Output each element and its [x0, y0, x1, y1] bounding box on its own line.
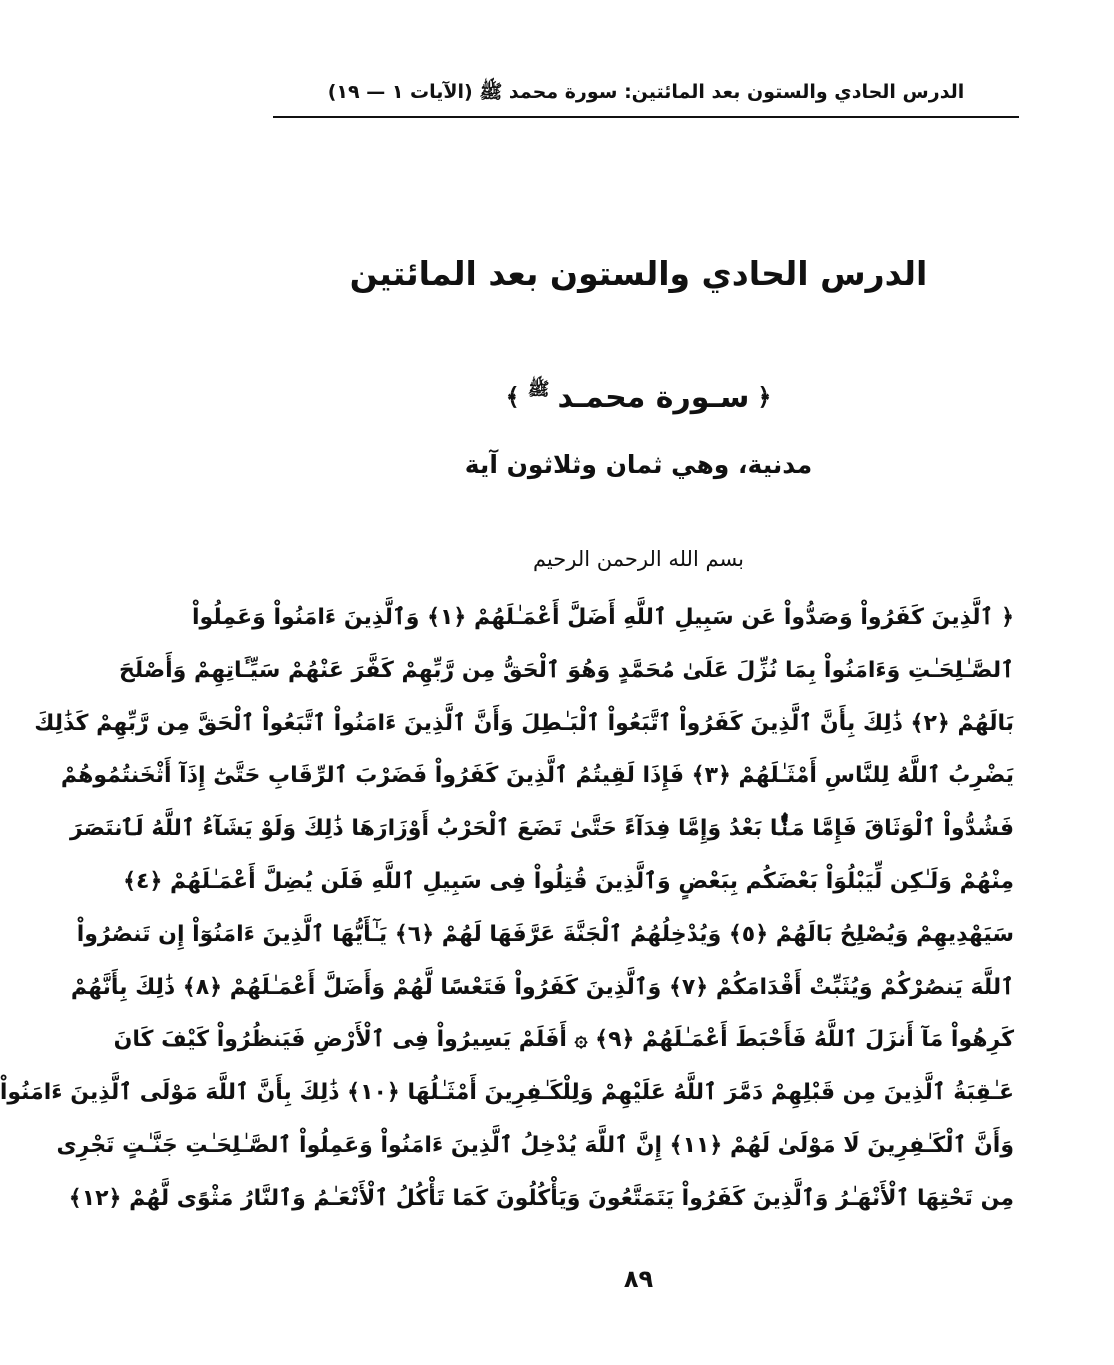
verse-line: عَـٰقِبَةُ ٱلَّذِينَ مِن قَبْلِهِمْ دَمَّرَ ٱللَّهُ عَلَيْهِمْ وَلِلْكَـٰفِرِينَ أَمْثَـٰلُهَا ﴿١٠﴾ ذَٰلِكَ بِأَنَّ ٱللَّهَ مَوْلَى ٱلَّذِينَ ءَامَنُواْ: [0, 1080, 1014, 1106]
verse-line: فَشُدُّواْ ٱلْوَثَاقَ فَإِمَّا مَنًّۢا بَعْدُ وَإِمَّا فِدَآءً حَتَّىٰ تَضَعَ ٱلْحَرْبُ أَوْزَارَهَا ذَٰلِكَ وَلَوْ يَشَآءُ ٱللَّهُ لَٱنتَصَرَ: [69, 816, 1014, 842]
surah-name: سـورة محمـد: [557, 379, 750, 415]
verse-line: كَرِهُواْ مَآ أَنزَلَ ٱللَّهُ فَأَحْبَطَ أَعْمَـٰلَهُمْ ﴿٩﴾ ۞ أَفَلَمْ يَسِيرُواْ فِى ٱلْأَرْضِ فَيَنظُرُواْ كَيْفَ كَانَ: [113, 1027, 1014, 1053]
surah-description: مدنية، وهي ثمان وثلاثون آية: [464, 450, 813, 479]
salawat-honorific: ﷺ: [527, 379, 550, 400]
page-number: ٨٩: [623, 1265, 654, 1293]
header-rule: [273, 116, 1019, 118]
verse-line: ٱلصَّـٰلِحَـٰتِ وَءَامَنُواْ بِمَا نُزِّلَ عَلَىٰ مُحَمَّدٍ وَهُوَ ٱلْحَقُّ مِن رَّبِّهِمْ كَفَّرَ عَنْهُمْ سَيِّـَٔاتِهِمْ وَأَصْلَحَ: [119, 657, 1014, 683]
quran-verses: [0, 592, 1014, 1226]
verse-line: ٱللَّهَ يَنصُرْكُمْ وَيُثَبِّتْ أَقْدَامَكُمْ ﴿٧﴾ وَٱلَّذِينَ كَفَرُواْ فَتَعْسًا لَّهُمْ وَأَضَلَّ أَعْمَـٰلَهُمْ ﴿٨﴾ ذَٰلِكَ بِأَنَّهُمْ: [70, 974, 1014, 1000]
ornament-open-icon: ﴿: [757, 383, 772, 411]
lesson-title: الدرس الحادي والستون بعد المائتين: [349, 254, 928, 293]
verse-line: مِنْهُمْ وَلَـٰكِن لِّيَبْلُوَاْ بَعْضَكُم بِبَعْضٍ وَٱلَّذِينَ قُتِلُواْ فِى سَبِيلِ ٱللَّهِ فَلَن يُضِلَّ أَعْمَـٰلَهُمْ ﴿٤﴾: [123, 868, 1014, 894]
basmala: بسم الله الرحمن الرحيم: [532, 547, 745, 571]
verse-line: مِن تَحْتِهَا ٱلْأَنْهَـٰرُ وَٱلَّذِينَ كَفَرُواْ يَتَمَتَّعُونَ وَيَأْكُلُونَ كَمَا تَأْكُلُ ٱلْأَنْعَـٰمُ وَٱلنَّارُ مَثْوًى لَّهُمْ ﴿١٢﴾: [68, 1185, 1014, 1211]
surah-heading: [263, 375, 1014, 419]
verse-line: سَيَهْدِيهِمْ وَيُصْلِحُ بَالَهُمْ ﴿٥﴾ وَيُدْخِلُهُمُ ٱلْجَنَّةَ عَرَّفَهَا لَهُمْ ﴿٦﴾ يَـٰٓأَيُّهَا ٱلَّذِينَ ءَامَنُوٓاْ إِن تَنصُرُواْ: [76, 921, 1014, 947]
verse-line: يَضْرِبُ ٱللَّهُ لِلنَّاسِ أَمْثَـٰلَهُمْ ﴿٣﴾ فَإِذَا لَقِيتُمُ ٱلَّذِينَ كَفَرُواْ فَضَرْبَ ٱلرِّقَابِ حَتَّىٰٓ إِذَآ أَثْخَنتُمُوهُمْ: [60, 763, 1014, 789]
verse-line: وَأَنَّ ٱلْكَـٰفِرِينَ لَا مَوْلَىٰ لَهُمْ ﴿١١﴾ إِنَّ ٱللَّهَ يُدْخِلُ ٱلَّذِينَ ءَامَنُواْ وَعَمِلُواْ ٱلصَّـٰلِحَـٰتِ جَنَّـٰتٍ تَجْرِى: [56, 1132, 1014, 1158]
ornament-close-icon: ﴾: [505, 383, 520, 411]
running-header: الدرس الحادي والستون بعد المائتين: سورة محمد ﷺ (الآيات ١ — ١٩): [327, 81, 965, 103]
verse-line: بَالَهُمْ ﴿٢﴾ ذَٰلِكَ بِأَنَّ ٱلَّذِينَ كَفَرُواْ ٱتَّبَعُواْ ٱلْبَـٰطِلَ وَأَنَّ ٱلَّذِينَ ءَامَنُواْ ٱتَّبَعُواْ ٱلْحَقَّ مِن رَّبِّهِمْ كَذَٰلِكَ: [34, 710, 1014, 736]
verse-line: ﴿ ٱلَّذِينَ كَفَرُواْ وَصَدُّواْ عَن سَبِيلِ ٱللَّهِ أَضَلَّ أَعْمَـٰلَهُمْ ﴿١﴾ وَٱلَّذِينَ ءَامَنُواْ وَعَمِلُواْ: [192, 605, 1014, 630]
